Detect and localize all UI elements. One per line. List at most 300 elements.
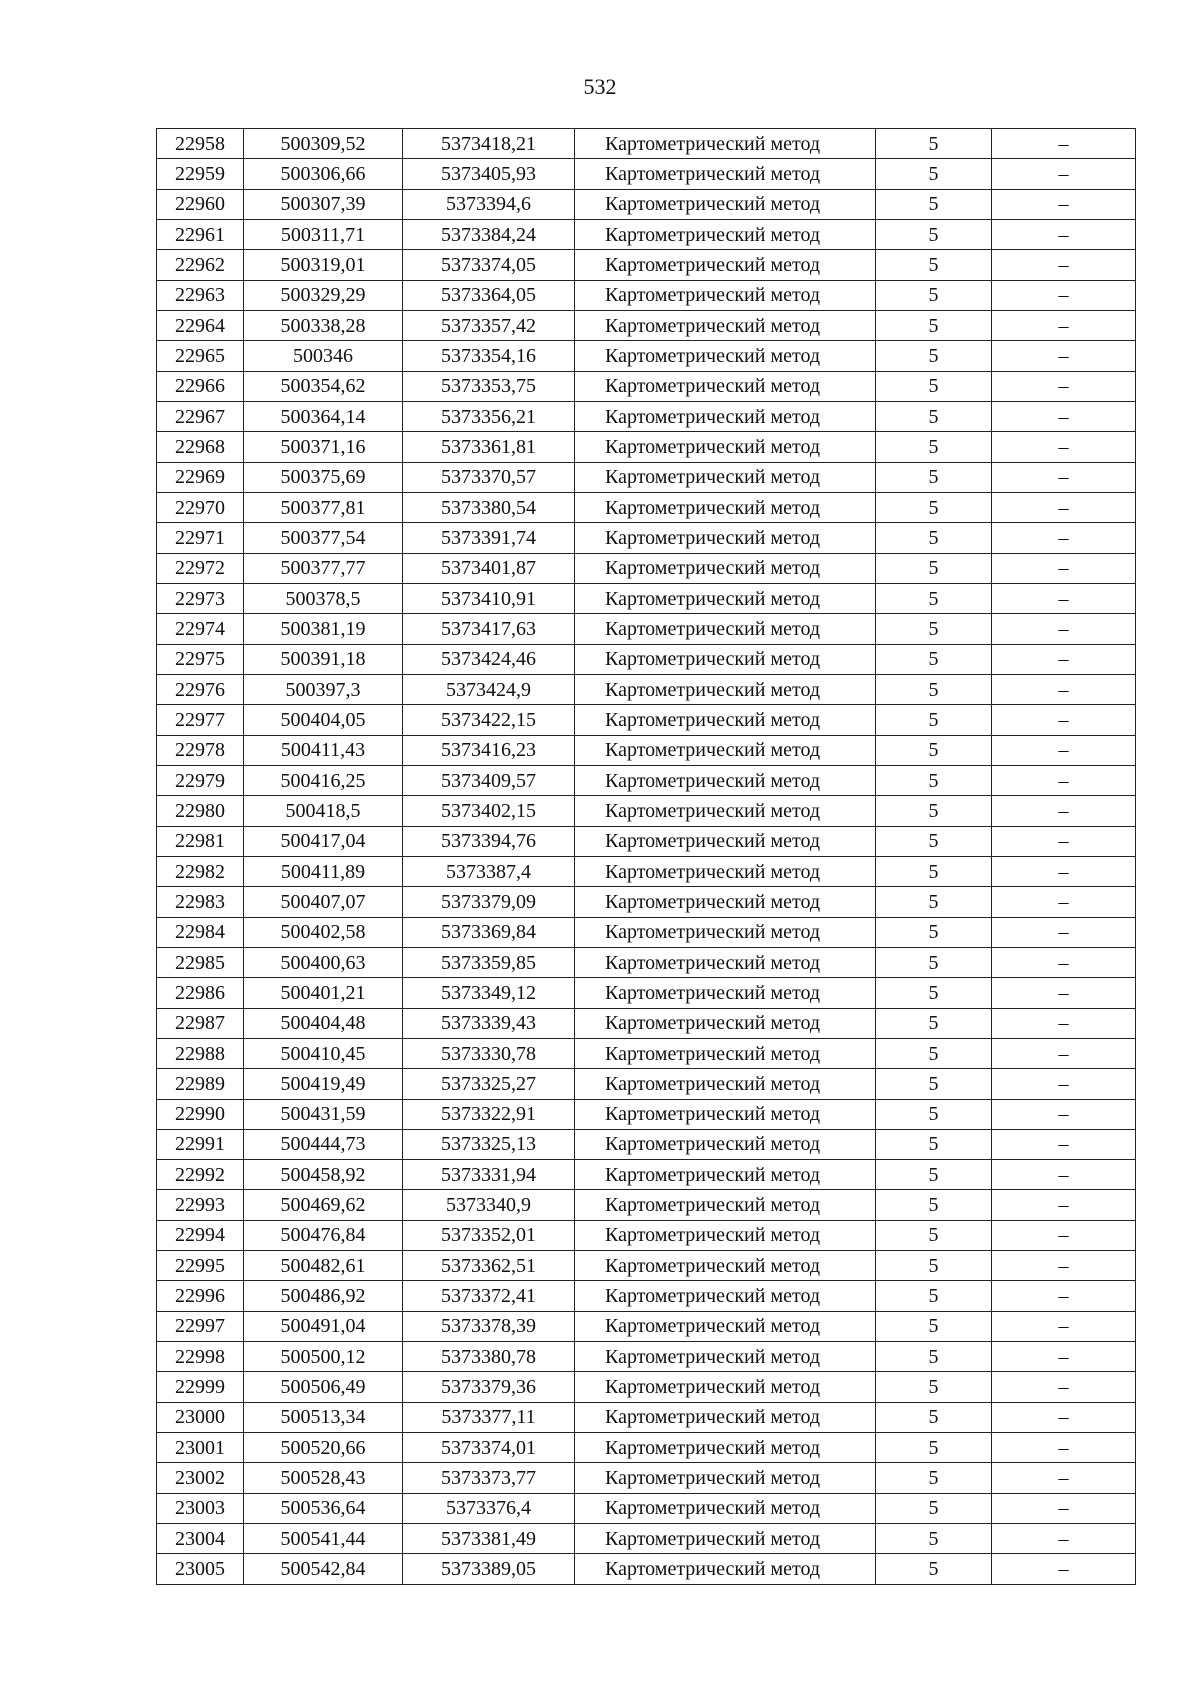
y-coordinate-cell: 5373381,49	[403, 1524, 575, 1554]
method-cell: Картометрический метод	[575, 583, 876, 613]
description-cell: –	[992, 826, 1136, 856]
coordinates-table-body	[157, 129, 1136, 1585]
table-row	[157, 583, 1136, 613]
description-cell: –	[992, 159, 1136, 189]
description-cell: –	[992, 1554, 1136, 1584]
x-coordinate-cell: 500401,21	[244, 978, 403, 1008]
table-row	[157, 1311, 1136, 1341]
table-row	[157, 644, 1136, 674]
table-row	[157, 1372, 1136, 1402]
description-cell: –	[992, 735, 1136, 765]
x-coordinate-cell: 500338,28	[244, 310, 403, 340]
description-cell: –	[992, 1524, 1136, 1554]
table-row	[157, 280, 1136, 310]
y-coordinate-cell: 5373352,01	[403, 1220, 575, 1250]
y-coordinate-cell: 5373349,12	[403, 978, 575, 1008]
table-row	[157, 1069, 1136, 1099]
description-cell: –	[992, 856, 1136, 886]
point-number-cell: 23004	[157, 1524, 244, 1554]
y-coordinate-cell: 5373374,05	[403, 250, 575, 280]
x-coordinate-cell: 500311,71	[244, 219, 403, 249]
description-cell: –	[992, 341, 1136, 371]
y-coordinate-cell: 5373379,36	[403, 1372, 575, 1402]
y-coordinate-cell: 5373416,23	[403, 735, 575, 765]
accuracy-cell: 5	[876, 462, 992, 492]
table-row	[157, 1038, 1136, 1068]
method-cell: Картометрический метод	[575, 1251, 876, 1281]
point-number-cell: 22959	[157, 159, 244, 189]
description-cell: –	[992, 1402, 1136, 1432]
accuracy-cell: 5	[876, 341, 992, 371]
y-coordinate-cell: 5373391,74	[403, 523, 575, 553]
table-row	[157, 1190, 1136, 1220]
accuracy-cell: 5	[876, 1372, 992, 1402]
x-coordinate-cell: 500371,16	[244, 432, 403, 462]
description-cell: –	[992, 401, 1136, 431]
point-number-cell: 22978	[157, 735, 244, 765]
description-cell: –	[992, 462, 1136, 492]
description-cell: –	[992, 1311, 1136, 1341]
accuracy-cell: 5	[876, 796, 992, 826]
table-row	[157, 310, 1136, 340]
x-coordinate-cell: 500319,01	[244, 250, 403, 280]
point-number-cell: 22969	[157, 462, 244, 492]
method-cell: Картометрический метод	[575, 1433, 876, 1463]
accuracy-cell: 5	[876, 219, 992, 249]
coordinates-table	[156, 128, 1136, 1585]
accuracy-cell: 5	[876, 978, 992, 1008]
table-row	[157, 796, 1136, 826]
description-cell: –	[992, 1281, 1136, 1311]
x-coordinate-cell: 500397,3	[244, 674, 403, 704]
point-number-cell: 22988	[157, 1038, 244, 1068]
accuracy-cell: 5	[876, 1281, 992, 1311]
y-coordinate-cell: 5373356,21	[403, 401, 575, 431]
accuracy-cell: 5	[876, 280, 992, 310]
description-cell: –	[992, 674, 1136, 704]
x-coordinate-cell: 500416,25	[244, 765, 403, 795]
table-row	[157, 553, 1136, 583]
point-number-cell: 22996	[157, 1281, 244, 1311]
method-cell: Картометрический метод	[575, 614, 876, 644]
x-coordinate-cell: 500400,63	[244, 947, 403, 977]
description-cell: –	[992, 978, 1136, 1008]
y-coordinate-cell: 5373401,87	[403, 553, 575, 583]
x-coordinate-cell: 500513,34	[244, 1402, 403, 1432]
table-row	[157, 432, 1136, 462]
accuracy-cell: 5	[876, 947, 992, 977]
table-row	[157, 1493, 1136, 1523]
x-coordinate-cell: 500411,43	[244, 735, 403, 765]
point-number-cell: 22960	[157, 189, 244, 219]
table-row	[157, 1554, 1136, 1584]
accuracy-cell: 5	[876, 735, 992, 765]
x-coordinate-cell: 500444,73	[244, 1129, 403, 1159]
method-cell: Картометрический метод	[575, 826, 876, 856]
y-coordinate-cell: 5373364,05	[403, 280, 575, 310]
table-row	[157, 705, 1136, 735]
table-row	[157, 1463, 1136, 1493]
accuracy-cell: 5	[876, 1069, 992, 1099]
accuracy-cell: 5	[876, 674, 992, 704]
y-coordinate-cell: 5373394,76	[403, 826, 575, 856]
y-coordinate-cell: 5373369,84	[403, 917, 575, 947]
method-cell: Картометрический метод	[575, 947, 876, 977]
accuracy-cell: 5	[876, 1554, 992, 1584]
point-number-cell: 22977	[157, 705, 244, 735]
table-row	[157, 189, 1136, 219]
description-cell: –	[992, 219, 1136, 249]
table-row	[157, 856, 1136, 886]
description-cell: –	[992, 250, 1136, 280]
point-number-cell: 22981	[157, 826, 244, 856]
point-number-cell: 23003	[157, 1493, 244, 1523]
x-coordinate-cell: 500346	[244, 341, 403, 371]
x-coordinate-cell: 500491,04	[244, 1311, 403, 1341]
description-cell: –	[992, 310, 1136, 340]
point-number-cell: 22987	[157, 1008, 244, 1038]
x-coordinate-cell: 500407,07	[244, 887, 403, 917]
method-cell: Картометрический метод	[575, 462, 876, 492]
method-cell: Картометрический метод	[575, 1554, 876, 1584]
description-cell: –	[992, 1069, 1136, 1099]
table-row	[157, 978, 1136, 1008]
method-cell: Картометрический метод	[575, 796, 876, 826]
point-number-cell: 22973	[157, 583, 244, 613]
point-number-cell: 22975	[157, 644, 244, 674]
table-row	[157, 523, 1136, 553]
accuracy-cell: 5	[876, 553, 992, 583]
accuracy-cell: 5	[876, 159, 992, 189]
y-coordinate-cell: 5373357,42	[403, 310, 575, 340]
accuracy-cell: 5	[876, 856, 992, 886]
y-coordinate-cell: 5373394,6	[403, 189, 575, 219]
table-row	[157, 250, 1136, 280]
description-cell: –	[992, 1190, 1136, 1220]
description-cell: –	[992, 1463, 1136, 1493]
x-coordinate-cell: 500309,52	[244, 129, 403, 159]
point-number-cell: 22971	[157, 523, 244, 553]
method-cell: Картометрический метод	[575, 765, 876, 795]
x-coordinate-cell: 500377,54	[244, 523, 403, 553]
method-cell: Картометрический метод	[575, 1493, 876, 1523]
y-coordinate-cell: 5373422,15	[403, 705, 575, 735]
y-coordinate-cell: 5373424,46	[403, 644, 575, 674]
table-row	[157, 1281, 1136, 1311]
y-coordinate-cell: 5373380,54	[403, 492, 575, 522]
x-coordinate-cell: 500377,81	[244, 492, 403, 522]
description-cell: –	[992, 917, 1136, 947]
y-coordinate-cell: 5373424,9	[403, 674, 575, 704]
x-coordinate-cell: 500482,61	[244, 1251, 403, 1281]
x-coordinate-cell: 500469,62	[244, 1190, 403, 1220]
method-cell: Картометрический метод	[575, 432, 876, 462]
x-coordinate-cell: 500431,59	[244, 1099, 403, 1129]
method-cell: Картометрический метод	[575, 1281, 876, 1311]
y-coordinate-cell: 5373380,78	[403, 1342, 575, 1372]
accuracy-cell: 5	[876, 1433, 992, 1463]
accuracy-cell: 5	[876, 1160, 992, 1190]
y-coordinate-cell: 5373405,93	[403, 159, 575, 189]
table-row	[157, 1099, 1136, 1129]
x-coordinate-cell: 500419,49	[244, 1069, 403, 1099]
y-coordinate-cell: 5373370,57	[403, 462, 575, 492]
point-number-cell: 22958	[157, 129, 244, 159]
description-cell: –	[992, 1433, 1136, 1463]
accuracy-cell: 5	[876, 1251, 992, 1281]
table-row	[157, 674, 1136, 704]
y-coordinate-cell: 5373417,63	[403, 614, 575, 644]
y-coordinate-cell: 5373384,24	[403, 219, 575, 249]
accuracy-cell: 5	[876, 1311, 992, 1341]
y-coordinate-cell: 5373362,51	[403, 1251, 575, 1281]
description-cell: –	[992, 796, 1136, 826]
method-cell: Картометрический метод	[575, 1008, 876, 1038]
point-number-cell: 22965	[157, 341, 244, 371]
y-coordinate-cell: 5373325,27	[403, 1069, 575, 1099]
accuracy-cell: 5	[876, 189, 992, 219]
x-coordinate-cell: 500354,62	[244, 371, 403, 401]
method-cell: Картометрический метод	[575, 1160, 876, 1190]
method-cell: Картометрический метод	[575, 856, 876, 886]
description-cell: –	[992, 1008, 1136, 1038]
y-coordinate-cell: 5373373,77	[403, 1463, 575, 1493]
point-number-cell: 22972	[157, 553, 244, 583]
x-coordinate-cell: 500528,43	[244, 1463, 403, 1493]
method-cell: Картометрический метод	[575, 735, 876, 765]
x-coordinate-cell: 500404,05	[244, 705, 403, 735]
y-coordinate-cell: 5373389,05	[403, 1554, 575, 1584]
table-row	[157, 1008, 1136, 1038]
point-number-cell: 22995	[157, 1251, 244, 1281]
x-coordinate-cell: 500476,84	[244, 1220, 403, 1250]
y-coordinate-cell: 5373361,81	[403, 432, 575, 462]
accuracy-cell: 5	[876, 826, 992, 856]
description-cell: –	[992, 523, 1136, 553]
x-coordinate-cell: 500307,39	[244, 189, 403, 219]
y-coordinate-cell: 5373359,85	[403, 947, 575, 977]
description-cell: –	[992, 371, 1136, 401]
point-number-cell: 22982	[157, 856, 244, 886]
point-number-cell: 22994	[157, 1220, 244, 1250]
point-number-cell: 22967	[157, 401, 244, 431]
method-cell: Картометрический метод	[575, 219, 876, 249]
x-coordinate-cell: 500329,29	[244, 280, 403, 310]
method-cell: Картометрический метод	[575, 341, 876, 371]
point-number-cell: 23002	[157, 1463, 244, 1493]
description-cell: –	[992, 1251, 1136, 1281]
point-number-cell: 22983	[157, 887, 244, 917]
point-number-cell: 23005	[157, 1554, 244, 1584]
table-row	[157, 1524, 1136, 1554]
method-cell: Картометрический метод	[575, 1038, 876, 1068]
description-cell: –	[992, 553, 1136, 583]
point-number-cell: 22993	[157, 1190, 244, 1220]
y-coordinate-cell: 5373410,91	[403, 583, 575, 613]
point-number-cell: 22997	[157, 1311, 244, 1341]
point-number-cell: 22961	[157, 219, 244, 249]
y-coordinate-cell: 5373378,39	[403, 1311, 575, 1341]
page-number: 532	[583, 74, 617, 99]
table-row	[157, 219, 1136, 249]
point-number-cell: 22963	[157, 280, 244, 310]
point-number-cell: 22999	[157, 1372, 244, 1402]
method-cell: Картометрический метод	[575, 1099, 876, 1129]
table-row	[157, 826, 1136, 856]
method-cell: Картометрический метод	[575, 1129, 876, 1159]
y-coordinate-cell: 5373377,11	[403, 1402, 575, 1432]
table-row	[157, 887, 1136, 917]
accuracy-cell: 5	[876, 887, 992, 917]
x-coordinate-cell: 500377,77	[244, 553, 403, 583]
x-coordinate-cell: 500378,5	[244, 583, 403, 613]
method-cell: Картометрический метод	[575, 705, 876, 735]
accuracy-cell: 5	[876, 432, 992, 462]
point-number-cell: 22964	[157, 310, 244, 340]
y-coordinate-cell: 5373409,57	[403, 765, 575, 795]
method-cell: Картометрический метод	[575, 1342, 876, 1372]
y-coordinate-cell: 5373325,13	[403, 1129, 575, 1159]
point-number-cell: 22998	[157, 1342, 244, 1372]
description-cell: –	[992, 1372, 1136, 1402]
x-coordinate-cell: 500411,89	[244, 856, 403, 886]
accuracy-cell: 5	[876, 371, 992, 401]
x-coordinate-cell: 500500,12	[244, 1342, 403, 1372]
x-coordinate-cell: 500306,66	[244, 159, 403, 189]
description-cell: –	[992, 1038, 1136, 1068]
description-cell: –	[992, 1129, 1136, 1159]
accuracy-cell: 5	[876, 614, 992, 644]
method-cell: Картометрический метод	[575, 1220, 876, 1250]
point-number-cell: 22976	[157, 674, 244, 704]
accuracy-cell: 5	[876, 310, 992, 340]
table-row	[157, 1342, 1136, 1372]
point-number-cell: 22989	[157, 1069, 244, 1099]
description-cell: –	[992, 189, 1136, 219]
method-cell: Картометрический метод	[575, 1311, 876, 1341]
accuracy-cell: 5	[876, 644, 992, 674]
x-coordinate-cell: 500375,69	[244, 462, 403, 492]
y-coordinate-cell: 5373387,4	[403, 856, 575, 886]
method-cell: Картометрический метод	[575, 917, 876, 947]
description-cell: –	[992, 765, 1136, 795]
table-row	[157, 341, 1136, 371]
description-cell: –	[992, 583, 1136, 613]
accuracy-cell: 5	[876, 1038, 992, 1068]
y-coordinate-cell: 5373376,4	[403, 1493, 575, 1523]
table-row	[157, 1220, 1136, 1250]
accuracy-cell: 5	[876, 1524, 992, 1554]
method-cell: Картометрический метод	[575, 978, 876, 1008]
table-row	[157, 159, 1136, 189]
point-number-cell: 22992	[157, 1160, 244, 1190]
description-cell: –	[992, 432, 1136, 462]
point-number-cell: 22984	[157, 917, 244, 947]
method-cell: Картометрический метод	[575, 401, 876, 431]
description-cell: –	[992, 492, 1136, 522]
point-number-cell: 23000	[157, 1402, 244, 1432]
table-row	[157, 1160, 1136, 1190]
accuracy-cell: 5	[876, 492, 992, 522]
accuracy-cell: 5	[876, 1220, 992, 1250]
accuracy-cell: 5	[876, 765, 992, 795]
method-cell: Картометрический метод	[575, 1524, 876, 1554]
accuracy-cell: 5	[876, 1402, 992, 1432]
description-cell: –	[992, 1493, 1136, 1523]
method-cell: Картометрический метод	[575, 310, 876, 340]
accuracy-cell: 5	[876, 250, 992, 280]
accuracy-cell: 5	[876, 129, 992, 159]
y-coordinate-cell: 5373340,9	[403, 1190, 575, 1220]
y-coordinate-cell: 5373339,43	[403, 1008, 575, 1038]
description-cell: –	[992, 947, 1136, 977]
y-coordinate-cell: 5373418,21	[403, 129, 575, 159]
x-coordinate-cell: 500486,92	[244, 1281, 403, 1311]
method-cell: Картометрический метод	[575, 553, 876, 583]
method-cell: Картометрический метод	[575, 1463, 876, 1493]
description-cell: –	[992, 129, 1136, 159]
accuracy-cell: 5	[876, 1129, 992, 1159]
method-cell: Картометрический метод	[575, 1069, 876, 1099]
point-number-cell: 22974	[157, 614, 244, 644]
accuracy-cell: 5	[876, 1190, 992, 1220]
accuracy-cell: 5	[876, 523, 992, 553]
point-number-cell: 22968	[157, 432, 244, 462]
y-coordinate-cell: 5373330,78	[403, 1038, 575, 1068]
x-coordinate-cell: 500458,92	[244, 1160, 403, 1190]
description-cell: –	[992, 1099, 1136, 1129]
accuracy-cell: 5	[876, 583, 992, 613]
x-coordinate-cell: 500410,45	[244, 1038, 403, 1068]
x-coordinate-cell: 500418,5	[244, 796, 403, 826]
table-row	[157, 1433, 1136, 1463]
table-row	[157, 1129, 1136, 1159]
table-row	[157, 917, 1136, 947]
method-cell: Картометрический метод	[575, 492, 876, 522]
description-cell: –	[992, 887, 1136, 917]
table-row	[157, 765, 1136, 795]
accuracy-cell: 5	[876, 1099, 992, 1129]
y-coordinate-cell: 5373372,41	[403, 1281, 575, 1311]
accuracy-cell: 5	[876, 1342, 992, 1372]
y-coordinate-cell: 5373402,15	[403, 796, 575, 826]
method-cell: Картометрический метод	[575, 674, 876, 704]
y-coordinate-cell: 5373322,91	[403, 1099, 575, 1129]
point-number-cell: 22991	[157, 1129, 244, 1159]
accuracy-cell: 5	[876, 705, 992, 735]
method-cell: Картометрический метод	[575, 280, 876, 310]
x-coordinate-cell: 500506,49	[244, 1372, 403, 1402]
point-number-cell: 22979	[157, 765, 244, 795]
table-row	[157, 947, 1136, 977]
description-cell: –	[992, 1220, 1136, 1250]
y-coordinate-cell: 5373374,01	[403, 1433, 575, 1463]
point-number-cell: 22966	[157, 371, 244, 401]
point-number-cell: 23001	[157, 1433, 244, 1463]
method-cell: Картометрический метод	[575, 159, 876, 189]
x-coordinate-cell: 500381,19	[244, 614, 403, 644]
method-cell: Картометрический метод	[575, 129, 876, 159]
accuracy-cell: 5	[876, 401, 992, 431]
description-cell: –	[992, 705, 1136, 735]
method-cell: Картометрический метод	[575, 523, 876, 553]
table-row	[157, 1402, 1136, 1432]
method-cell: Картометрический метод	[575, 1372, 876, 1402]
point-number-cell: 22985	[157, 947, 244, 977]
x-coordinate-cell: 500536,64	[244, 1493, 403, 1523]
table-row	[157, 401, 1136, 431]
point-number-cell: 22980	[157, 796, 244, 826]
